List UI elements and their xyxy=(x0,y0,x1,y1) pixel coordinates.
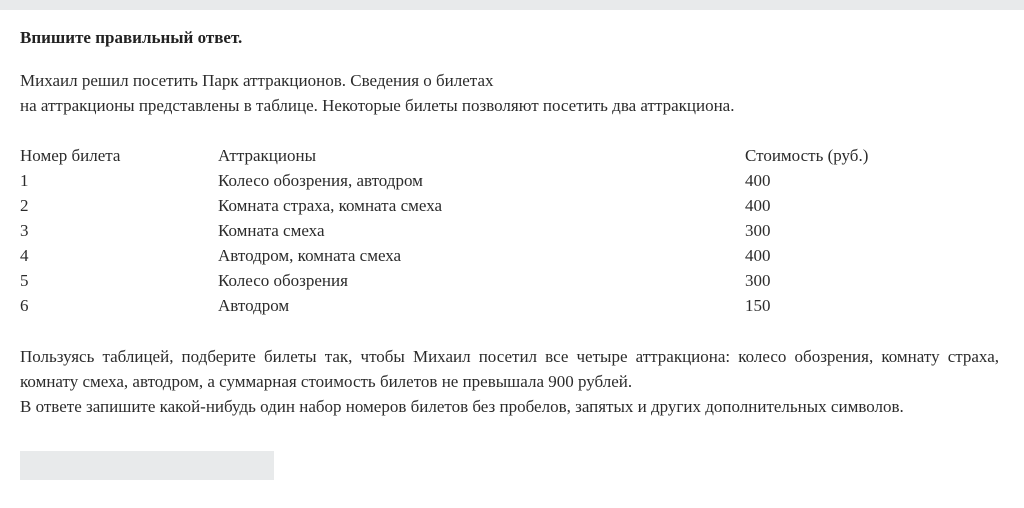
intro-text xyxy=(20,68,999,118)
header-attractions: Аттракционы xyxy=(218,146,317,165)
ticket-number: 6 xyxy=(20,296,29,315)
table-header-row xyxy=(20,143,999,168)
question-content xyxy=(20,27,999,419)
table-row xyxy=(20,218,999,243)
table-row xyxy=(20,293,999,318)
ticket-attractions: Колесо обозрения, автодром xyxy=(218,171,423,190)
ticket-cost: 400 xyxy=(745,196,771,215)
instruction-text: Впишите правильный ответ. xyxy=(20,28,243,47)
tickets-table xyxy=(20,143,999,318)
header-cost: Стоимость (руб.) xyxy=(745,146,869,165)
ticket-attractions: Колесо обозрения xyxy=(218,271,348,290)
ticket-cost: 400 xyxy=(745,171,771,190)
table-row xyxy=(20,193,999,218)
table-row xyxy=(20,268,999,293)
answer-instruction-text: В ответе запишите какой-нибудь один набор номеров билетов без пробелов, запятых и других дополнительных символов. xyxy=(20,397,904,416)
top-bar xyxy=(0,0,1024,10)
intro-line-2: на аттракционы представлены в таблице. Некоторые билеты позволяют посетить два аттракциона. xyxy=(20,96,735,115)
ticket-cost: 300 xyxy=(745,271,771,290)
ticket-number: 5 xyxy=(20,271,29,290)
header-ticket-number: Номер билета xyxy=(20,146,121,165)
answer-input[interactable] xyxy=(20,451,274,480)
ticket-number: 4 xyxy=(20,246,29,265)
ticket-cost: 300 xyxy=(745,221,771,240)
ticket-cost: 400 xyxy=(745,246,771,265)
ticket-number: 1 xyxy=(20,171,29,190)
table-row xyxy=(20,243,999,268)
ticket-attractions: Комната страха, комната смеха xyxy=(218,196,443,215)
ticket-attractions: Автодром xyxy=(218,296,290,315)
table-row xyxy=(20,168,999,193)
ticket-attractions: Автодром, комната смеха xyxy=(218,246,402,265)
ticket-number: 2 xyxy=(20,196,29,215)
ticket-attractions: Комната смеха xyxy=(218,221,325,240)
ticket-cost: 150 xyxy=(745,296,771,315)
intro-line-1: Михаил решил посетить Парк аттракционов. Сведения о билетах xyxy=(20,71,494,90)
ticket-number: 3 xyxy=(20,221,29,240)
task-text: Пользуясь таблицей, подберите билеты так, чтобы Михаил посетил все четыре аттракциона: колесо обозрения, комнату страха, комнату смеха, автодром, а суммарная стоимость билетов не превышала 900 рублей. xyxy=(20,347,999,391)
